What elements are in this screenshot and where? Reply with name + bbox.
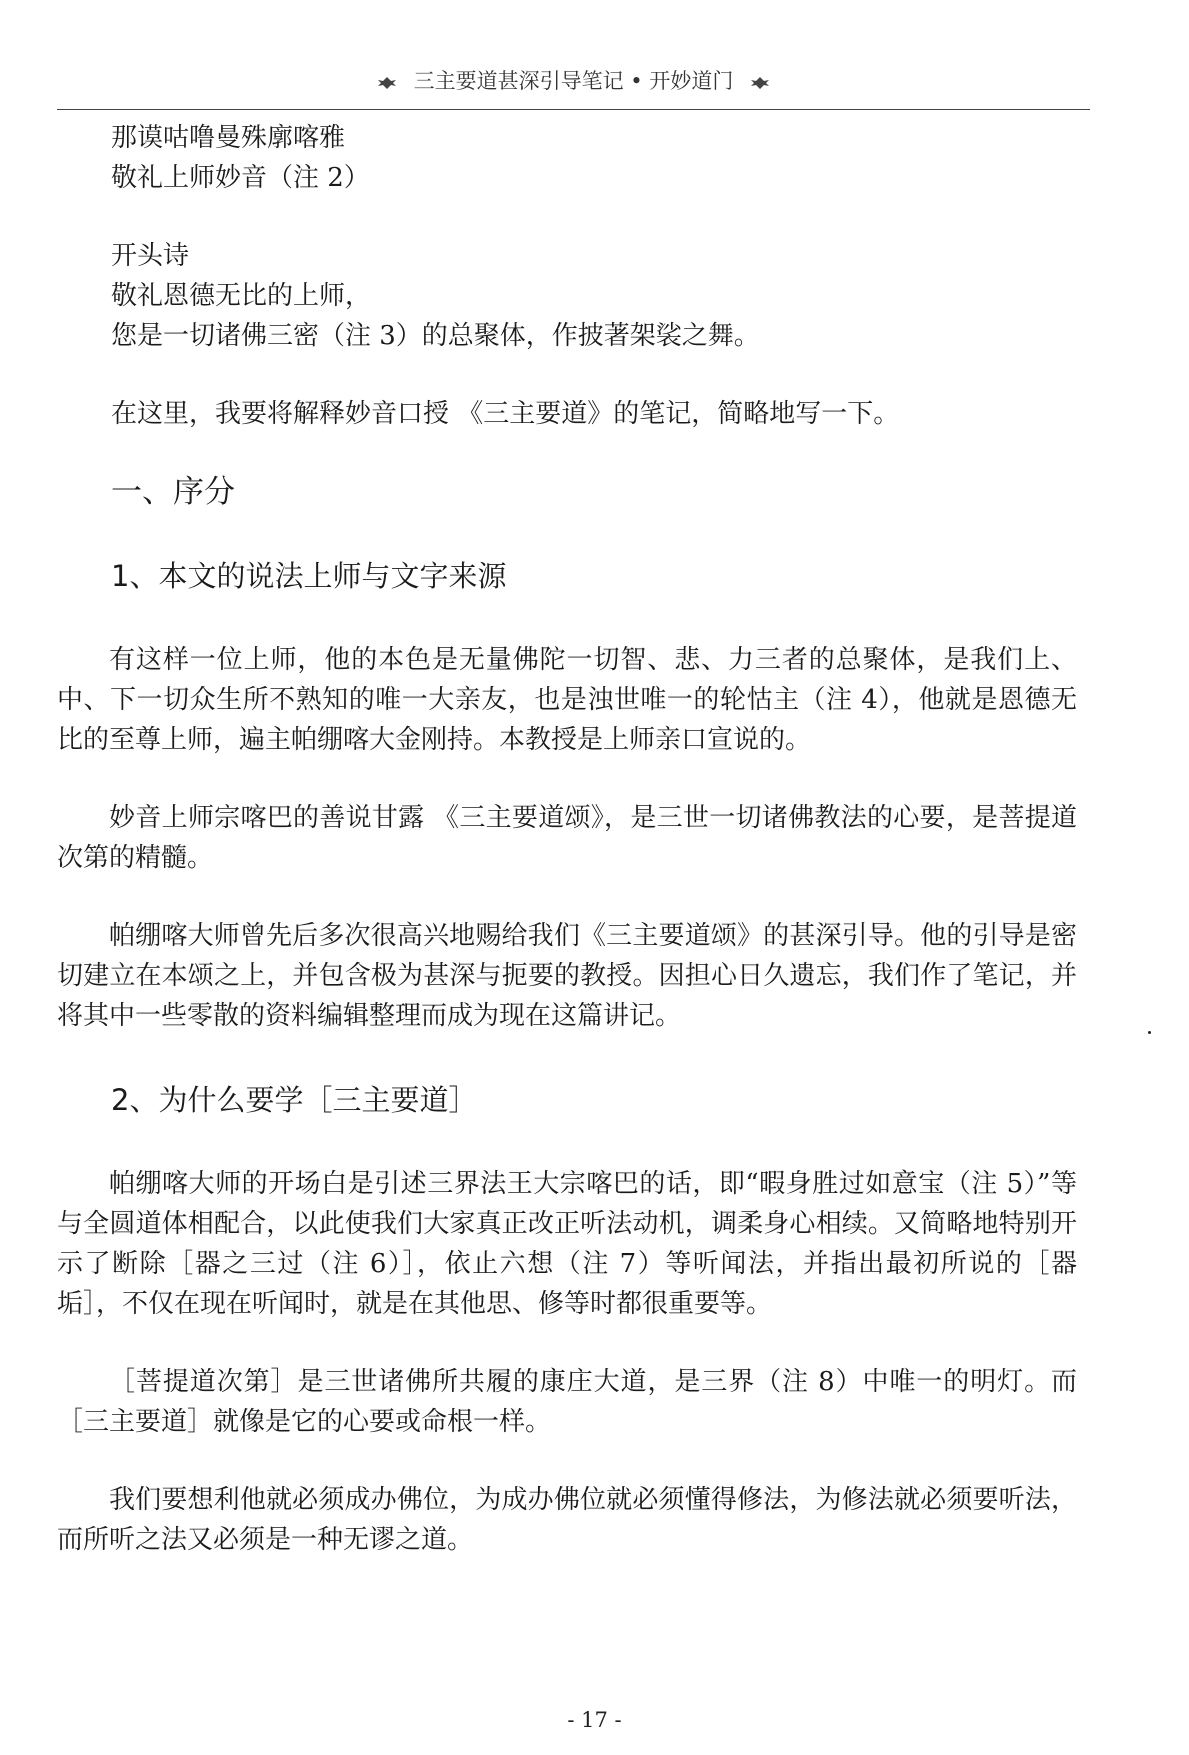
ornament-icon (750, 76, 770, 90)
paragraph: 帕绷喀大师曾先后多次很高兴地赐给我们《三主要道颂》的甚深引导。他的引导是密切建立在本颂之上，并包含极为甚深与扼要的教授。因担心日久遗忘，我们作了笔记，并将其中一些零散的资料编辑整理而成为现在这篇讲记。 (57, 921, 1077, 1031)
subsection-heading: 2、为什么要学［三主要道］ (111, 1083, 478, 1117)
preface-block (57, 394, 1077, 434)
paragraph: 帕绷喀大师的开场白是引述三界法王大宗喀巴的话，即“暇身胜过如意宝（注 5）”等与全圆道体相配合，以此使我们大家真正改正听法动机，调柔身心相续。又简略地特别开示了断除［器之三过（注 6）］，依止六想（注 7）等听闻法，并指出最初所说的［器垢］，不仅在现在听闻时，就是在其他思、修等时都很重要等。 (57, 1169, 1077, 1319)
main-content (57, 118, 1077, 1560)
intro-block (57, 118, 1077, 198)
header-title: 三主要道甚深引导笔记 • 开妙道门 (413, 69, 734, 93)
preface-line: 在这里，我要将解释妙音口授 《三主要道》的笔记，简略地写一下。 (111, 399, 900, 429)
mantra-line: 那谟咕噜曼殊廓喀雅 (111, 123, 346, 153)
paragraph: 我们要想利他就必须成办佛位，为成办佛位就必须懂得修法，为修法就必须要听法，而所听之法又必须是一种无谬之道。 (57, 1485, 1077, 1555)
opening-poem (57, 236, 1077, 356)
paragraph: ［菩提道次第］是三世诸佛所共履的康庄大道，是三界（注 8）中唯一的明灯。而［三主要道］就像是它的心要或命根一样。 (57, 1367, 1077, 1437)
header-rule (57, 109, 1090, 110)
subsection-heading: 1、本文的说法上师与文字来源 (111, 559, 507, 593)
paragraph: 有这样一位上师，他的本色是无量佛陀一切智、悲、力三者的总聚体，是我们上、中、下一切众生所不熟知的唯一大亲友，也是浊世唯一的轮怙主（注 4），他就是恩德无比的至尊上师，遍主帕绷喀大金刚持。本教授是上师亲口宣说的。 (57, 645, 1077, 755)
page-number: - 17 - (567, 1708, 622, 1732)
paragraph: 妙音上师宗喀巴的善说甘露 《三主要道颂》，是三世一切诸佛教法的心要，是菩提道次第的精髓。 (57, 803, 1077, 873)
ornament-icon (377, 76, 397, 90)
section-heading: 一、序分 (111, 474, 235, 510)
poem-title: 开头诗 (111, 241, 190, 271)
running-header (57, 60, 1090, 110)
scan-speck (1148, 1031, 1151, 1034)
poem-line-1: 敬礼恩德无比的上师， (111, 281, 372, 311)
poem-line-2: 您是一切诸佛三密（注 3）的总聚体，作披著架裟之舞。 (111, 321, 760, 351)
homage-line: 敬礼上师妙音（注 2） (111, 163, 370, 193)
